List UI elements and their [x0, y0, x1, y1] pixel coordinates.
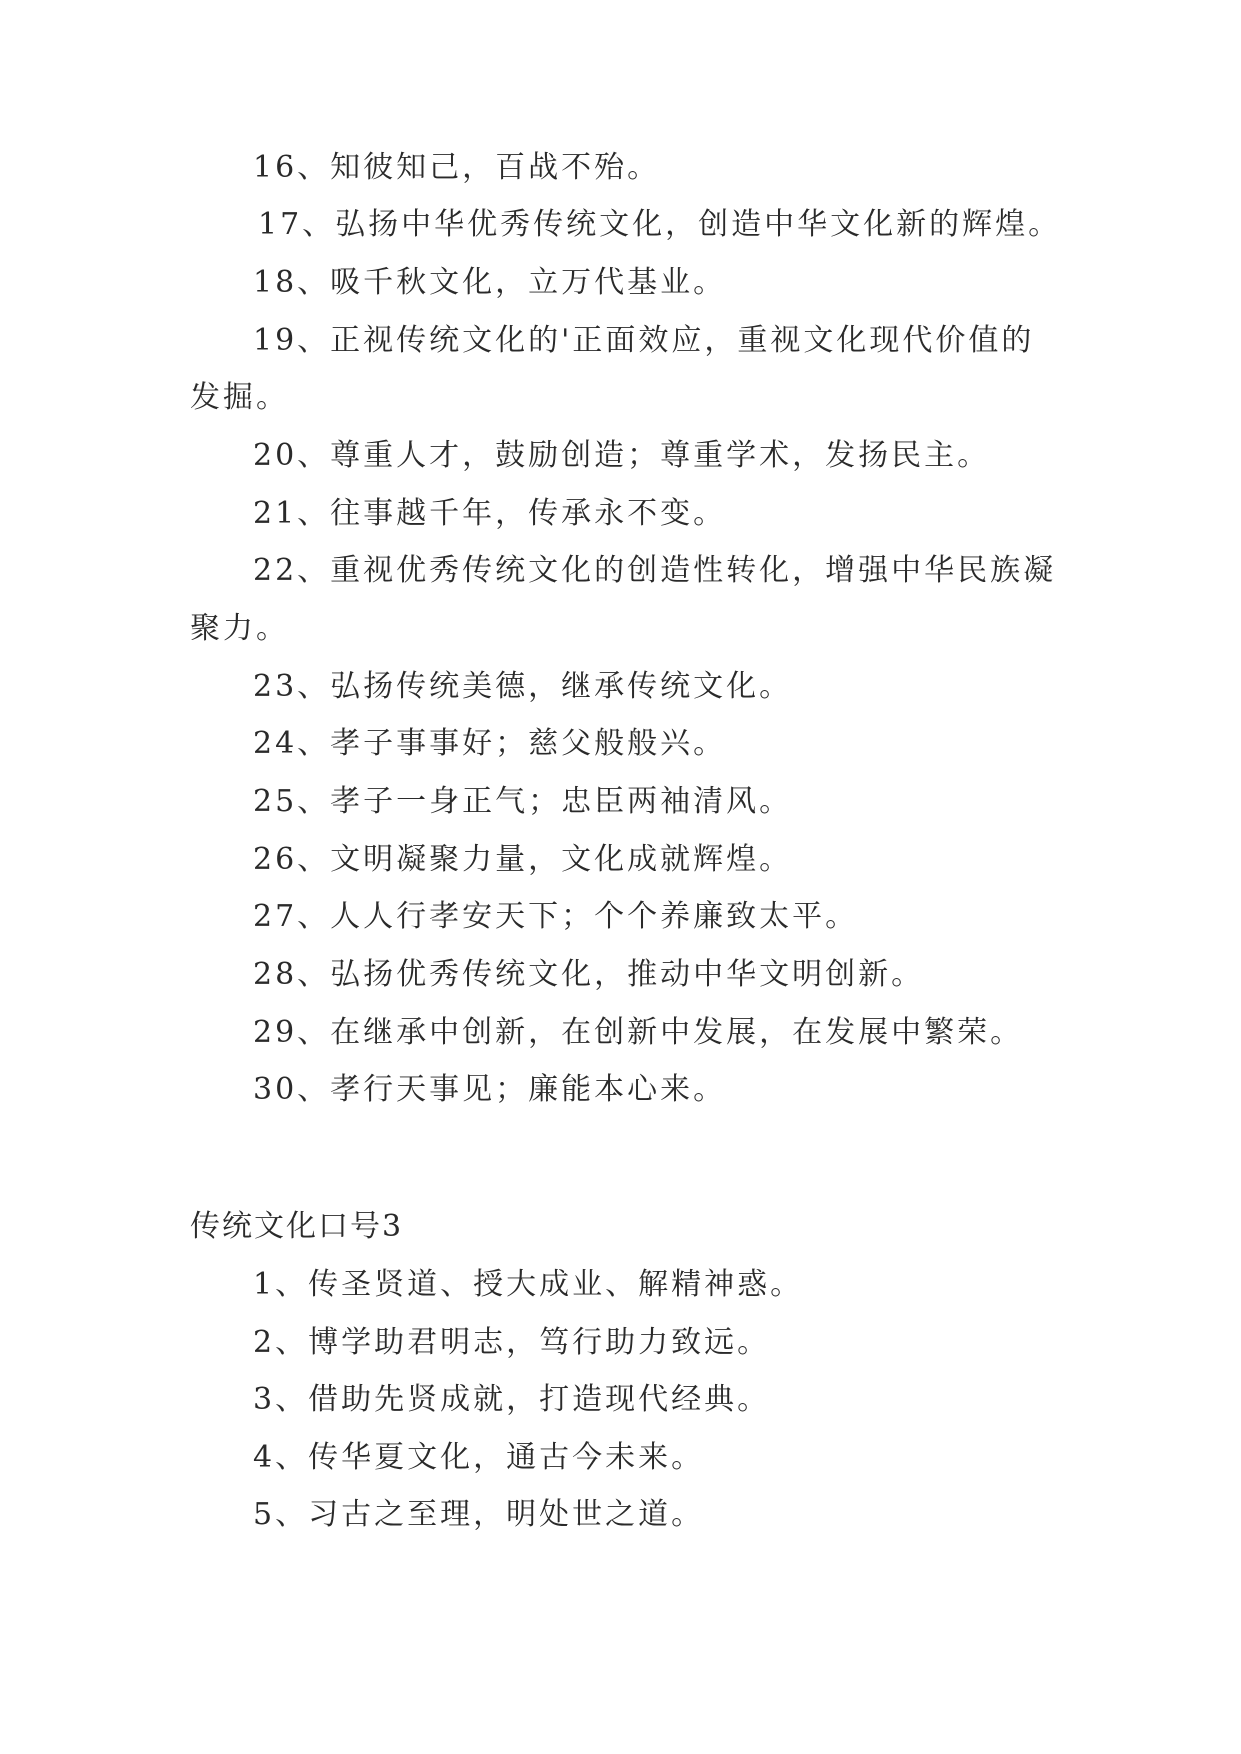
slogan-line-22: 22、重视优秀传统文化的创造性转化，增强中华民族凝: [253, 553, 1057, 588]
slogan-line-26: 26、文明凝聚力量，文化成就辉煌。: [253, 842, 793, 877]
slogan-line-19: 19、正视传统文化的'正面效应，重视文化现代价值的: [253, 323, 1035, 358]
slogan-line-21: 21、往事越千年，传承永不变。: [253, 496, 727, 531]
slogan-line-28: 28、弘扬优秀传统文化，推动中华文明创新。: [253, 957, 925, 992]
section-heading: 传统文化口号3: [190, 1209, 404, 1244]
slogan-line-20: 20、尊重人才，鼓励创造；尊重学术，发扬民主。: [253, 438, 991, 473]
slogan-line-4: 4、传华夏文化，通古今未来。: [253, 1440, 705, 1475]
slogan-line-27: 27、人人行孝安天下；个个养廉致太平。: [253, 899, 859, 934]
slogan-line-3: 3、借助先贤成就，打造现代经典。: [253, 1382, 771, 1417]
slogan-line-24: 24、孝子事事好；慈父般般兴。: [253, 726, 727, 761]
slogan-line-5: 5、习古之至理，明处世之道。: [253, 1497, 705, 1532]
slogan-line-29: 29、在继承中创新，在创新中发展，在发展中繁荣。: [253, 1015, 1024, 1050]
slogan-line-22-continued: 聚力。: [190, 611, 289, 646]
slogan-line-23: 23、弘扬传统美德，继承传统文化。: [253, 669, 793, 704]
slogan-line-19-continued: 发掘。: [190, 380, 289, 415]
slogan-line-18: 18、吸千秋文化，立万代基业。: [253, 265, 727, 300]
slogan-line-2: 2、博学助君明志，笃行助力致远。: [253, 1325, 771, 1360]
slogan-line-25: 25、孝子一身正气；忠臣两袖清风。: [253, 784, 793, 819]
slogan-line-30: 30、孝行天事见；廉能本心来。: [253, 1072, 727, 1107]
slogan-line-16: 16、知彼知己，百战不殆。: [253, 150, 661, 185]
slogan-line-1: 1、传圣贤道、授大成业、解精神惑。: [253, 1267, 804, 1302]
slogan-line-17: 17、弘扬中华优秀传统文化，创造中华文化新的辉煌。: [258, 207, 1062, 242]
